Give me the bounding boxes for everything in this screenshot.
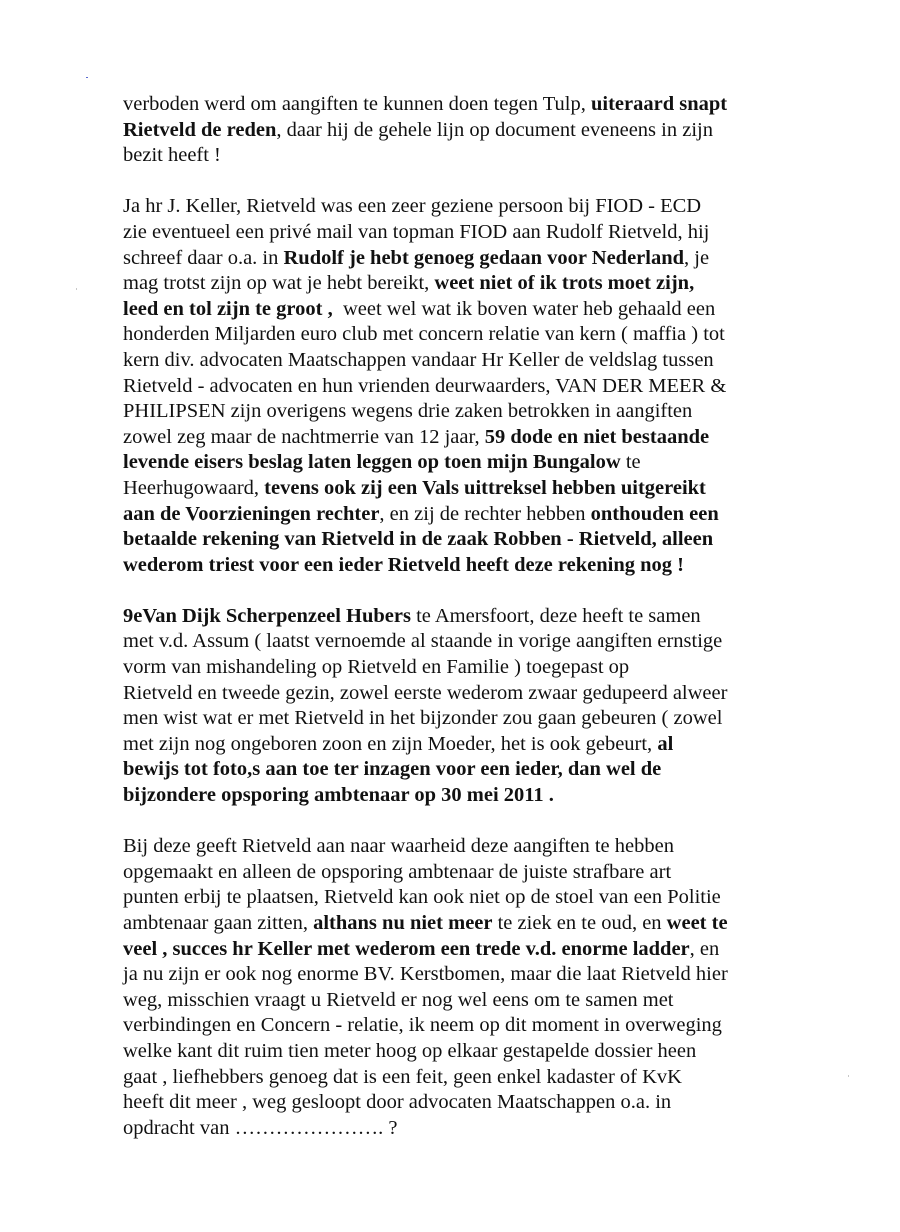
paragraph-gap	[123, 578, 843, 604]
bold-text-run: onthouden een	[590, 502, 719, 525]
text-run: met zijn nog ongeboren zoon en zijn Moeder, het is ook gebeurt,	[123, 732, 658, 755]
paragraph	[123, 834, 843, 1141]
bold-text-run: veel , succes hr Keller met wederom een trede v.d. enorme ladder	[123, 937, 690, 960]
bold-text-run: 9eVan Dijk Scherpenzeel Hubers	[123, 604, 411, 627]
text-line	[123, 92, 843, 118]
text-line	[123, 425, 843, 451]
text-line	[123, 988, 843, 1014]
text-line	[123, 732, 843, 758]
text-line	[123, 962, 843, 988]
text-run: opgemaakt en alleen de opsporing ambtenaar de juiste strafbare art	[123, 860, 672, 883]
text-line	[123, 911, 843, 937]
bold-text-run: levende eisers beslag laten leggen op toen mijn Bungalow	[123, 451, 621, 474]
text-line	[123, 271, 843, 297]
text-run: te Amersfoort, deze heeft te samen	[410, 604, 701, 627]
text-run: welke kant dit ruim tien meter hoog op elkaar gestapelde dossier heen	[123, 1039, 697, 1062]
text-line	[123, 1065, 843, 1091]
bold-text-run: tevens ook zij een Vals uittreksel hebben uitgereikt	[264, 476, 706, 499]
paragraph	[123, 194, 843, 578]
text-run: heeft dit meer , weg gesloopt door advocaten Maatschappen o.a. in	[123, 1091, 672, 1114]
bold-text-run: Rietveld de reden	[123, 118, 277, 141]
text-line	[123, 322, 843, 348]
text-line	[123, 374, 843, 400]
text-line	[123, 629, 843, 655]
bold-text-run: wederom triest voor een ieder Rietveld heeft deze rekening nog !	[123, 553, 684, 576]
text-line	[123, 194, 843, 220]
text-line	[123, 348, 843, 374]
bold-text-run: aan de Voorzieningen rechter	[123, 502, 380, 525]
text-run: Bij deze geeft Rietveld aan naar waarheid deze aangiften te hebben	[123, 835, 674, 858]
text-run: opdracht van …………………. ?	[123, 1116, 398, 1139]
text-run: zie eventueel een privé mail van topman FIOD aan Rudolf Rietveld, hij	[123, 220, 710, 243]
text-line	[123, 655, 843, 681]
text-run: men wist wat er met Rietveld in het bijzonder zou gaan gebeuren ( zowel	[123, 707, 723, 730]
text-line	[123, 1013, 843, 1039]
text-run: ambtenaar gaan zitten,	[123, 912, 314, 934]
text-line	[123, 143, 843, 169]
text-run: vorm van mishandeling op Rietveld en Familie ) toegepast op	[123, 656, 630, 679]
text-run: kern div. advocaten Maatschappen vandaar Hr Keller de veldslag tussen	[123, 348, 714, 371]
text-run: Heerhugowaard,	[123, 476, 265, 499]
text-line	[123, 757, 843, 783]
text-run: , en zij de rechter hebben	[379, 502, 591, 525]
text-run: Ja hr J. Keller, Rietveld was een zeer geziene persoon bij FIOD - ECD	[123, 195, 702, 218]
bold-text-run: 59 dode en niet bestaande	[484, 425, 710, 448]
bold-text-run: leed en tol zijn te groot ,	[123, 297, 333, 320]
text-line	[123, 502, 843, 528]
text-line	[123, 1090, 843, 1116]
bold-text-run: betaalde rekening van Rietveld in de zaak Robben - Rietveld, alleen	[123, 528, 714, 551]
text-run: mag trotst zijn op wat je hebt bereikt,	[123, 272, 435, 295]
text-line	[123, 527, 843, 553]
text-run: , je	[684, 246, 710, 269]
text-line	[123, 1116, 843, 1142]
text-run: Rietveld - advocaten en hun vrienden deurwaarders, VAN DER MEER &	[123, 374, 727, 397]
scan-speck	[76, 288, 77, 290]
text-line	[123, 834, 843, 860]
text-run: , daar hij de gehele lijn op document eveneens in zijn	[276, 118, 713, 141]
text-line	[123, 860, 843, 886]
text-line	[123, 476, 843, 502]
bold-text-run: uiteraard snapt	[590, 93, 728, 115]
bold-text-run: weet te	[666, 912, 728, 934]
paragraph	[123, 604, 843, 809]
text-line	[123, 399, 843, 425]
scan-speck	[848, 1075, 849, 1077]
text-line	[123, 1039, 843, 1065]
text-line	[123, 604, 843, 630]
text-line	[123, 450, 843, 476]
paragraph-gap	[123, 169, 843, 195]
bold-text-run: althans nu niet meer	[313, 912, 493, 934]
scan-speck	[86, 77, 88, 78]
text-run: honderden Miljarden euro club met concern relatie van kern ( maffia ) tot	[123, 323, 725, 346]
text-run: te ziek en te oud, en	[492, 912, 667, 934]
bold-text-run: weet niet of ik trots moet zijn,	[434, 272, 695, 295]
text-run: PHILIPSEN zijn overigens wegens drie zaken betrokken in aangiften	[123, 400, 693, 423]
text-run: te	[620, 451, 641, 474]
text-run: weg, misschien vraagt u Rietveld er nog wel eens om te samen met	[123, 988, 674, 1011]
bold-text-run: al	[657, 732, 674, 755]
text-run: zowel zeg maar de nachtmerrie van 12 jaar,	[123, 425, 485, 448]
text-run: verboden werd om aangiften te kunnen doen tegen Tulp,	[123, 93, 591, 115]
text-line	[123, 885, 843, 911]
text-run: bezit heeft !	[123, 144, 221, 167]
bold-text-run: Rudolf je hebt genoeg gedaan voor Nederland	[283, 246, 685, 269]
text-run: schreef daar o.a. in	[123, 246, 284, 269]
text-run: punten erbij te plaatsen, Rietveld kan ook niet op de stoel van een Politie	[123, 886, 721, 909]
text-run: ja nu zijn er ook nog enorme BV. Kerstbomen, maar die laat Rietveld hier	[123, 963, 728, 986]
bold-text-run: bewijs tot foto,s aan toe ter inzagen voor een ieder, dan wel de	[123, 758, 662, 781]
text-line	[123, 681, 843, 707]
bold-text-run: bijzondere opsporing ambtenaar op 30 mei 2011 .	[123, 784, 554, 807]
document-body	[123, 92, 843, 1141]
text-line	[123, 297, 843, 323]
text-line	[123, 220, 843, 246]
text-line	[123, 246, 843, 272]
text-run: Rietveld en tweede gezin, zowel eerste wederom zwaar gedupeerd alweer	[123, 681, 728, 704]
text-run: gaat , liefhebbers genoeg dat is een feit, geen enkel kadaster of KvK	[123, 1065, 682, 1088]
paragraph-gap	[123, 809, 843, 835]
text-line	[123, 553, 843, 579]
text-run: weet wel wat ik boven water heb gehaald een	[332, 297, 716, 320]
text-run: verbindingen en Concern - relatie, ik neem op dit moment in overweging	[123, 1014, 722, 1037]
text-line	[123, 783, 843, 809]
text-line	[123, 706, 843, 732]
paragraph	[123, 92, 843, 169]
text-line	[123, 937, 843, 963]
text-line	[123, 118, 843, 144]
text-run: , en	[689, 937, 720, 960]
text-run: met v.d. Assum ( laatst vernoemde al staande in vorige aangiften ernstige	[123, 630, 723, 653]
